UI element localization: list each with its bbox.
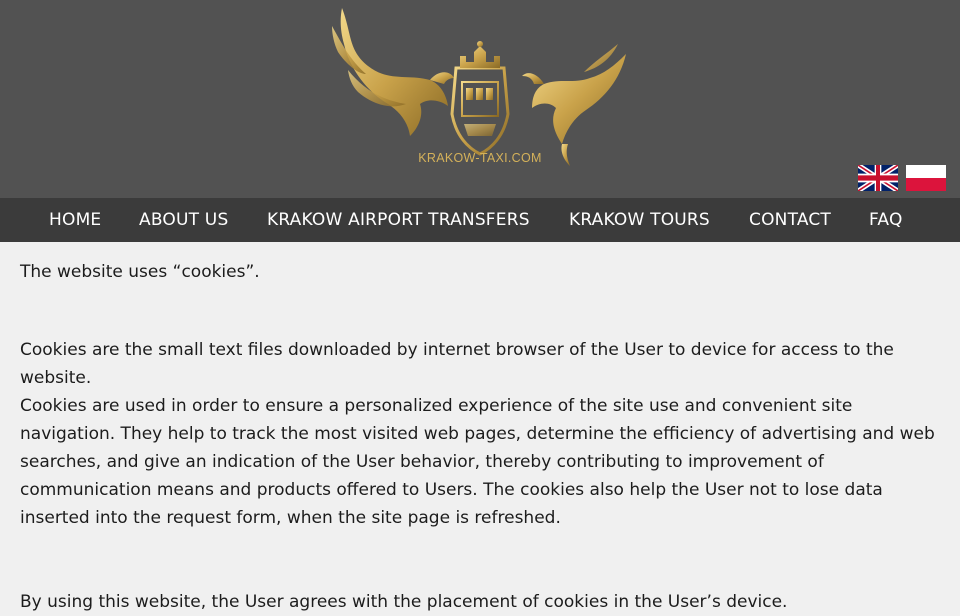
site-header [0, 0, 960, 198]
cookie-policy-content [20, 258, 936, 616]
poland-flag-icon[interactable] [906, 165, 946, 191]
krakow-taxi-logo[interactable] [328, 4, 632, 176]
cookies-consent-paragraph: By using this website, the User agrees with the placement of cookies in the User’s device. [20, 592, 788, 612]
nav-item-faq[interactable]: FAQ [869, 210, 903, 230]
nav-item-contact[interactable]: CONTACT [749, 210, 832, 230]
nav-item-krakow-tours[interactable]: KRAKOW TOURS [569, 210, 710, 230]
nav-item-krakow-airport-transfers[interactable]: KRAKOW AIRPORT TRANSFERS [267, 210, 530, 230]
nav-item-home[interactable]: HOME [49, 210, 102, 230]
nav-item-about-us[interactable]: ABOUT US [139, 210, 229, 230]
uk-flag-icon[interactable] [858, 165, 898, 191]
logo-wordmark: KRAKOW-TAXI.COM [418, 151, 542, 165]
cookies-definition-paragraph: Cookies are the small text files downloaded by internet browser of the User to device for access to the website. [20, 340, 894, 388]
main-navigation [0, 198, 960, 242]
cookies-purpose-paragraph: Cookies are used in order to ensure a personalized experience of the site use and convenient site navigation. They help to track the most visited web pages, determine the efficiency of advertising and web searches, and give an indication of the User behavior, thereby contributing to improvement of communication means and products offered to Users. The cookies also help the User not to lose data inserted into the request form, when the site page is refreshed. [20, 396, 935, 528]
intro-text: The website uses “cookies”. [20, 262, 260, 282]
